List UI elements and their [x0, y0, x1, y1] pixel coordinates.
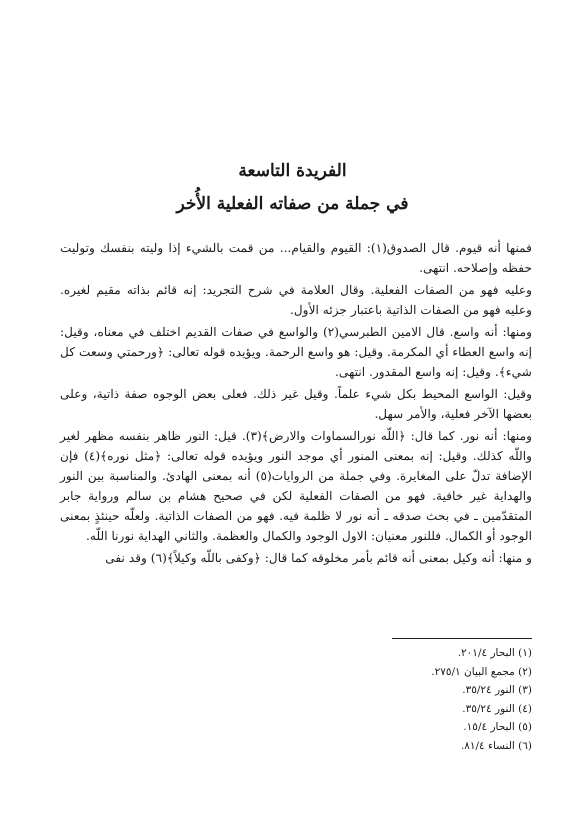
chapter-subtitle: في جملة من صفاته الفعلية الأُخر: [176, 194, 409, 214]
footnote-5: (٥) البحار ١٥/٤.: [463, 721, 532, 733]
paragraph-muhit: وقيل: الواسع المحيط بكل شيء علماً. وقيل غير ذلك. فعلى بعض الوجوه صفة ذاتية، وعلى بعضها الآخر فعلية، والأمر سهل.: [60, 387, 532, 421]
chapter-title: الفريدة التاسعة: [238, 161, 347, 181]
main-text: [60, 238, 532, 570]
footnotes: [300, 644, 532, 755]
paragraph-qayyum: فمنها أنه قيوم. قال الصدوق(١): القيوم والقيام... من قمت بالشيء إذا وليته بنفسك وتوليت حفظه وإصلاحه. انتهى.: [60, 241, 532, 275]
paragraph-nur: ومنها: أنه نور. كما قال: ﴿اللّه نورالسماوات والارض﴾(٣). قيل: النور ظاهر بنفسه مظهر لغير واللّه كذلك. وقيل: إنه بمعنى المنور أي موجد النور ويؤيده قوله تعالى: ﴿مثل نوره﴾(٤) فإن الإضافة تدلّ على المغايرة. وفي جملة من الروايات(٥) أنه بمعنى الهادئ. والمناسبة بين النور والهداية غير خافية. فهو من الصفات الفعلية لكن في صحيح هشام بن سالم ورواية جابر المتقدّمين ـ في بحث صدقه ـ أنه نور لا ظلمة فيه. فهو من الصفات الذاتية. ولعلّه حينئذٍ بمعنى الوجود أو الكمال. فللنور معنيان: الاول الوجود والكمال والعظمة. والثاني الهداية نورنا اللّه.: [60, 429, 533, 543]
footnote-6: (٦) النساء ٨١/٤.: [460, 739, 532, 752]
footnote-divider: [392, 638, 532, 639]
paragraph-fiili: وعليه فهو من الصفات الفعلية. وقال العلامة في شرح التجريد: إنه قائم بذاته مقيم لغيره. وعليه فهو من الصفات الذاتية باعتبار جزئه الأول.: [60, 283, 532, 317]
footnote-1: (١) البحار ٢٠١/٤.: [457, 647, 532, 659]
footnote-4: (٤) النور ٣٥/٢٤.: [462, 702, 532, 715]
footnote-3: (٣) النور ٣٥/٢٤.: [462, 684, 532, 696]
paragraph-wasi: ومنها: أنه واسع. قال الامين الطبرسي(٢) والواسع في صفات القديم اختلف في معناه، وقيل: إنه واسع العطاء أي المكرمة. وقيل: هو واسع الرحمة. ويؤيده قوله تعالى: ﴿ورحمتي وسعت كل شيء﴾. وقيل: إنه واسع المقدور. انتهى.: [60, 325, 532, 379]
footnote-2: (٢) مجمع البيان ٢٧٥/١.: [431, 665, 532, 678]
paragraph-wakil: و منها: أنه وكيل بمعنى أنه قائم بأمر مخلوقه كما قال: ﴿وكفى باللّه وكيلاً﴾(٦) وقد نفى: [105, 551, 532, 565]
